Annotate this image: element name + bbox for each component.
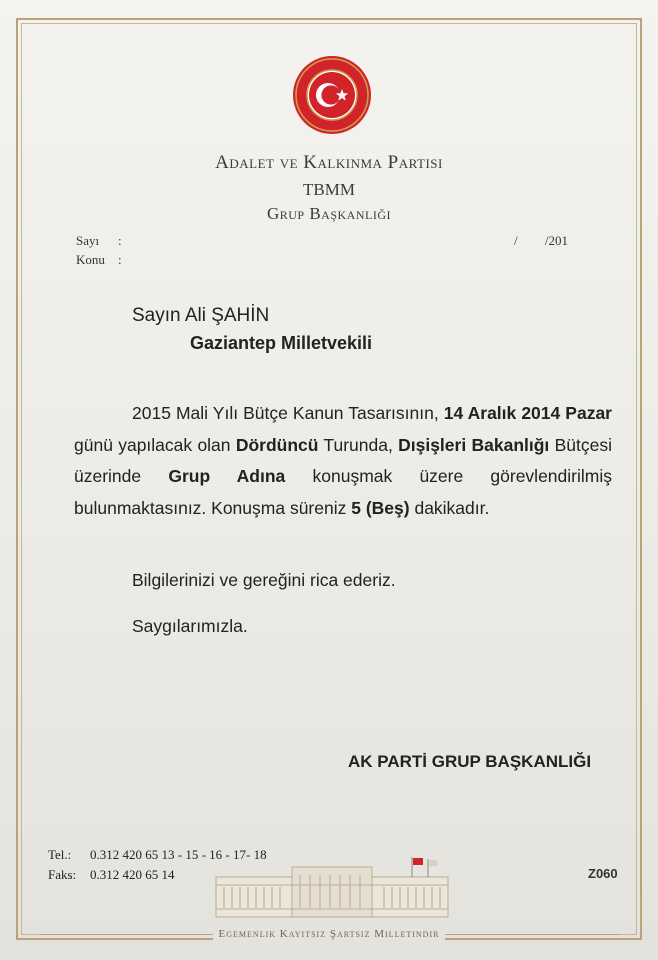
party-name: Adalet ve Kalkınma Partisi <box>215 152 443 173</box>
request-line: Bilgilerinizi ve gereğini rica ederiz. <box>132 570 396 590</box>
office-name: Grup Başkanlığı <box>266 204 392 223</box>
tel-value: 0.312 420 65 13 - 15 - 16 - 17- 18 <box>90 847 267 862</box>
konu-label: Konu <box>76 252 105 267</box>
signature-block: AK PARTİ GRUP BAŞKANLIĞI <box>348 752 592 771</box>
fax-label: Faks: <box>48 867 77 882</box>
institution-name: TBMM <box>303 180 355 199</box>
form-code: Z060 <box>588 866 618 881</box>
sayi-colon: : <box>118 233 122 248</box>
tbmm-seal-icon <box>292 55 372 135</box>
footer-motto: Egemenlik Kayıtsız Şartsız Milletindir <box>0 928 658 940</box>
recipient-name: Sayın Ali ŞAHİN <box>132 305 270 326</box>
fax-line <box>48 867 175 883</box>
regards-line: Saygılarımızla. <box>132 616 248 636</box>
parliament-building-icon <box>212 855 452 921</box>
recipient-title: Gaziantep Milletvekili <box>190 333 373 353</box>
sayi-label: Sayı <box>76 233 100 248</box>
fax-value: 0.312 420 65 14 <box>90 867 175 882</box>
tel-label: Tel.: <box>48 847 72 862</box>
konu-colon: : <box>118 252 122 267</box>
date-placeholder: / /201 <box>514 233 568 248</box>
letter-paragraph: 2015 Mali Yılı Bütçe Kanun Tasarısının, 14 Aralık 2014 Pazar günü yapılacak olan Dördüncü Turunda, Dışişleri Bakanlığı Bütçesi üzerinde Grup Adına konuşmak üzere görevlendirilmiş bulunmaktasınız. Konuşma süreniz 5 (Beş) dakikadır. <box>74 403 612 518</box>
